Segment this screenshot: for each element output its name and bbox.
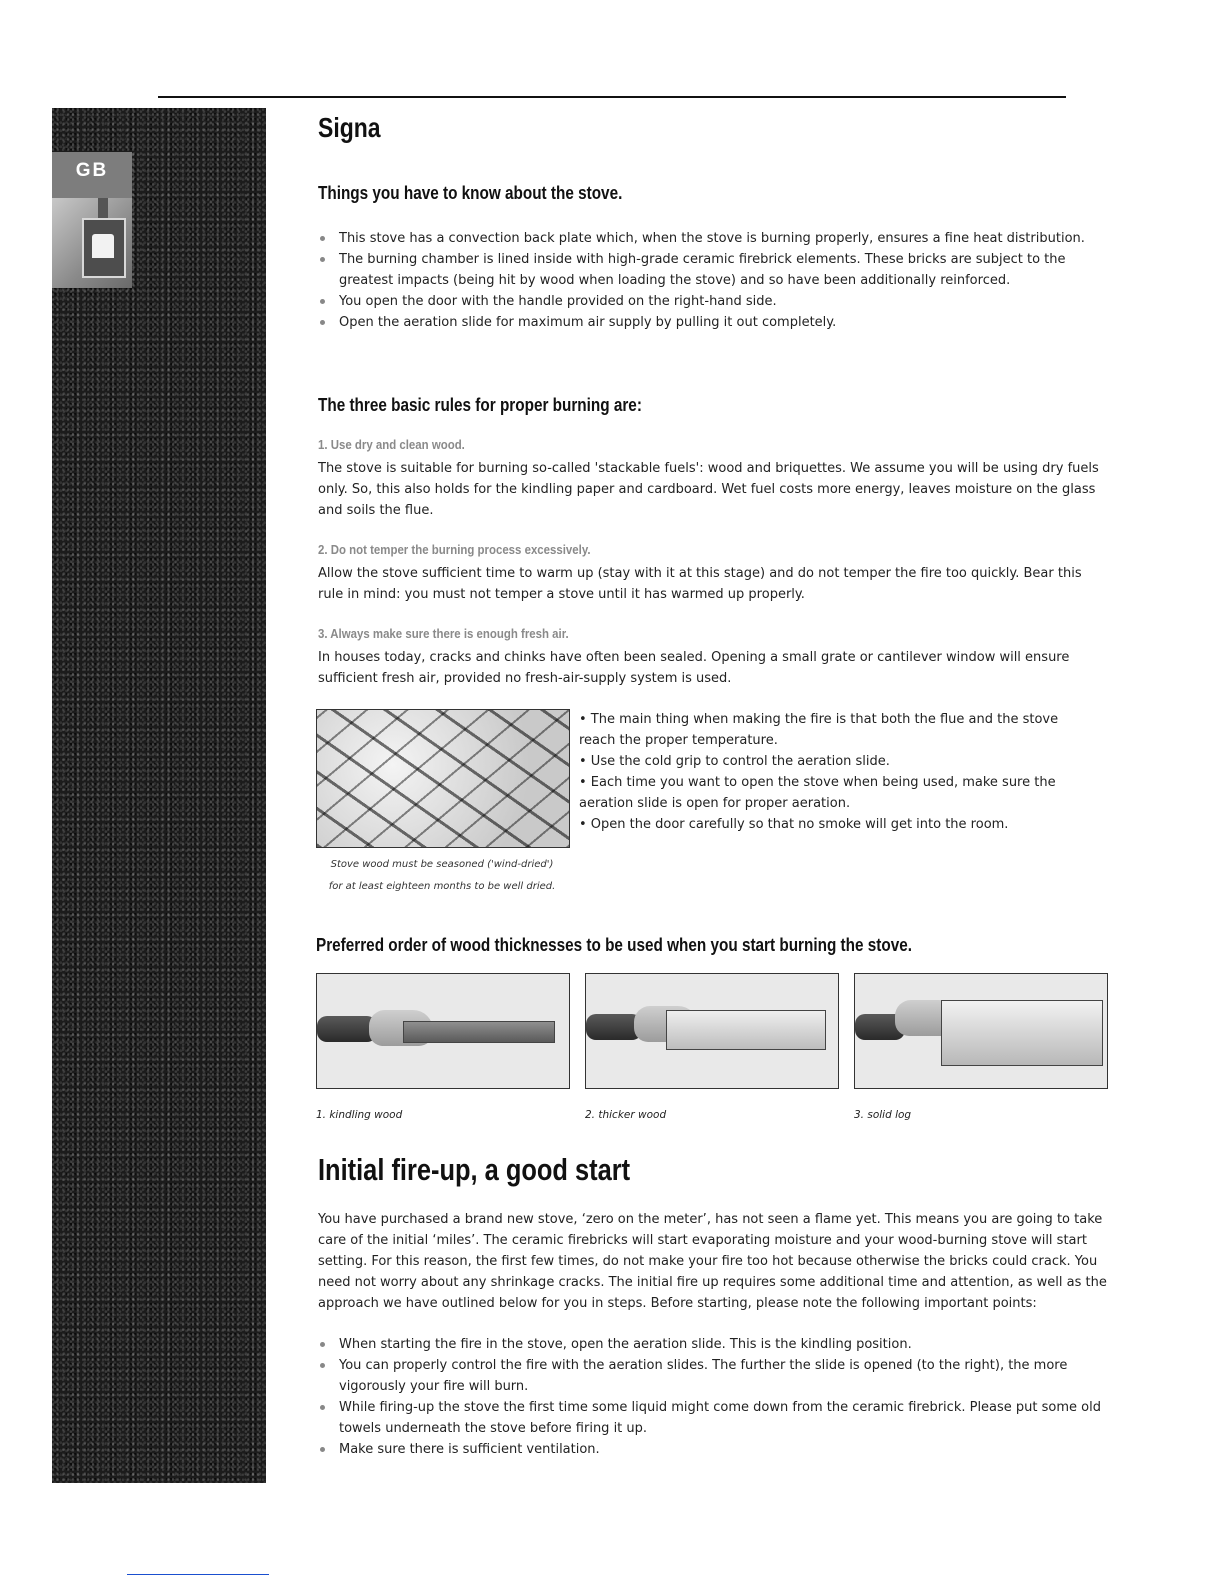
fireup-points-list [318,1334,1113,1460]
list-item: The burning chamber is lined inside with high-grade ceramic firebrick elements. These bricks are subject to the greatest impacts (being hit by wood when loading the stove) and so have been additionally reinforced. [318,249,1113,291]
photo-caption [316,854,568,898]
top-divider [158,96,1066,98]
fire-tips-list [579,709,1079,835]
list-item: When starting the fire in the stove, open the aeration slide. This is the kindling position. [318,1334,1113,1355]
rule-text-1: The stove is suitable for burning so-called 'stackable fuels': wood and briquettes. We assume you will be using dry fuels only. So, this also holds for the kindling paper and cardboard. Wet fuel costs more energy, leaves moisture on the glass and soils the flue. [318,461,1099,518]
list-item: • Open the door carefully so that no smoke will get into the room. [579,817,1009,832]
list-item: This stove has a convection back plate which, when the stove is burning properly, ensures a fine heat distribution. [318,228,1113,249]
photo-label-log: 3. solid log [854,1109,912,1121]
rule-title-3: 3. Always make sure there is enough fresh air. [318,626,569,641]
list-item: Make sure there is sufficient ventilation. [318,1439,1113,1460]
photo-label-kindling: 1. kindling wood [316,1109,403,1121]
language-tab [52,152,132,288]
footer-link-underline [127,1574,269,1575]
stacked-wood-photo [316,709,570,848]
stove-thumbnail [52,198,132,288]
list-item: You can properly control the fire with the aeration slides. The further the slide is opened (to the right), the more vigorously your fire will burn. [318,1355,1113,1397]
list-item: Open the aeration slide for maximum air supply by pulling it out completely. [318,312,1113,333]
photo-caption-line: Stove wood must be seasoned ('wind-dried') [330,859,554,870]
list-item: • The main thing when making the fire is that both the flue and the stove reach the proper temperature. [579,712,1059,748]
rule-text-3: In houses today, cracks and chinks have often been sealed. Opening a small grate or cantilever window will ensure sufficient fresh air, provided no fresh-air-supply system is used. [318,650,1070,686]
rule-title-1: 1. Use dry and clean wood. [318,437,465,452]
photo-label-thicker: 2. thicker wood [585,1109,667,1121]
page-title: Signa [318,112,381,143]
kindling-wood-photo [316,973,570,1089]
list-item: • Use the cold grip to control the aeration slide. [579,754,890,769]
section-heading-thickness: Preferred order of wood thicknesses to be used when you start burning the stove. [316,935,912,955]
section-heading-fireup: Initial fire-up, a good start [318,1152,631,1187]
textured-sidebar [52,108,266,1483]
thicker-wood-photo [585,973,839,1089]
solid-log-photo [854,973,1108,1089]
list-item: You open the door with the handle provided on the right-hand side. [318,291,1113,312]
section-heading-know: Things you have to know about the stove. [318,183,623,203]
rule-title-2: 2. Do not temper the burning process excessively. [318,542,591,557]
stove-facts-list [318,228,1113,333]
section-heading-rules: The three basic rules for proper burning are: [318,395,642,415]
list-item: While firing-up the stove the first time some liquid might come down from the ceramic firebrick. Please put some old towels underneath the stove before firing it up. [318,1397,1113,1439]
language-label: GB [75,160,109,181]
photo-caption-line: for at least eighteen months to be well dried. [328,881,556,892]
rule-text-2: Allow the stove sufficient time to warm up (stay with it at this stage) and do not temper the fire too quickly. Bear this rule in mind: you must not temper a stove until it has warmed up properly. [318,566,1082,602]
fireup-intro: You have purchased a brand new stove, ‘zero on the meter’, has not seen a flame yet. This means you are going to take care of the initial ‘miles’. The ceramic firebricks will start evaporating moisture and your wood-burning stove will start setting. For this reason, the first few times, do not make your fire too hot because otherwise the bricks could crack. You need not worry about any shrinkage cracks. The initial fire up requires some additional time and attention, as well as the approach we have outlined below for you in steps. Before starting, please note the following important points: [318,1212,1107,1311]
list-item: • Each time you want to open the stove when being used, make sure the aeration slide is open for proper aeration. [579,775,1056,811]
